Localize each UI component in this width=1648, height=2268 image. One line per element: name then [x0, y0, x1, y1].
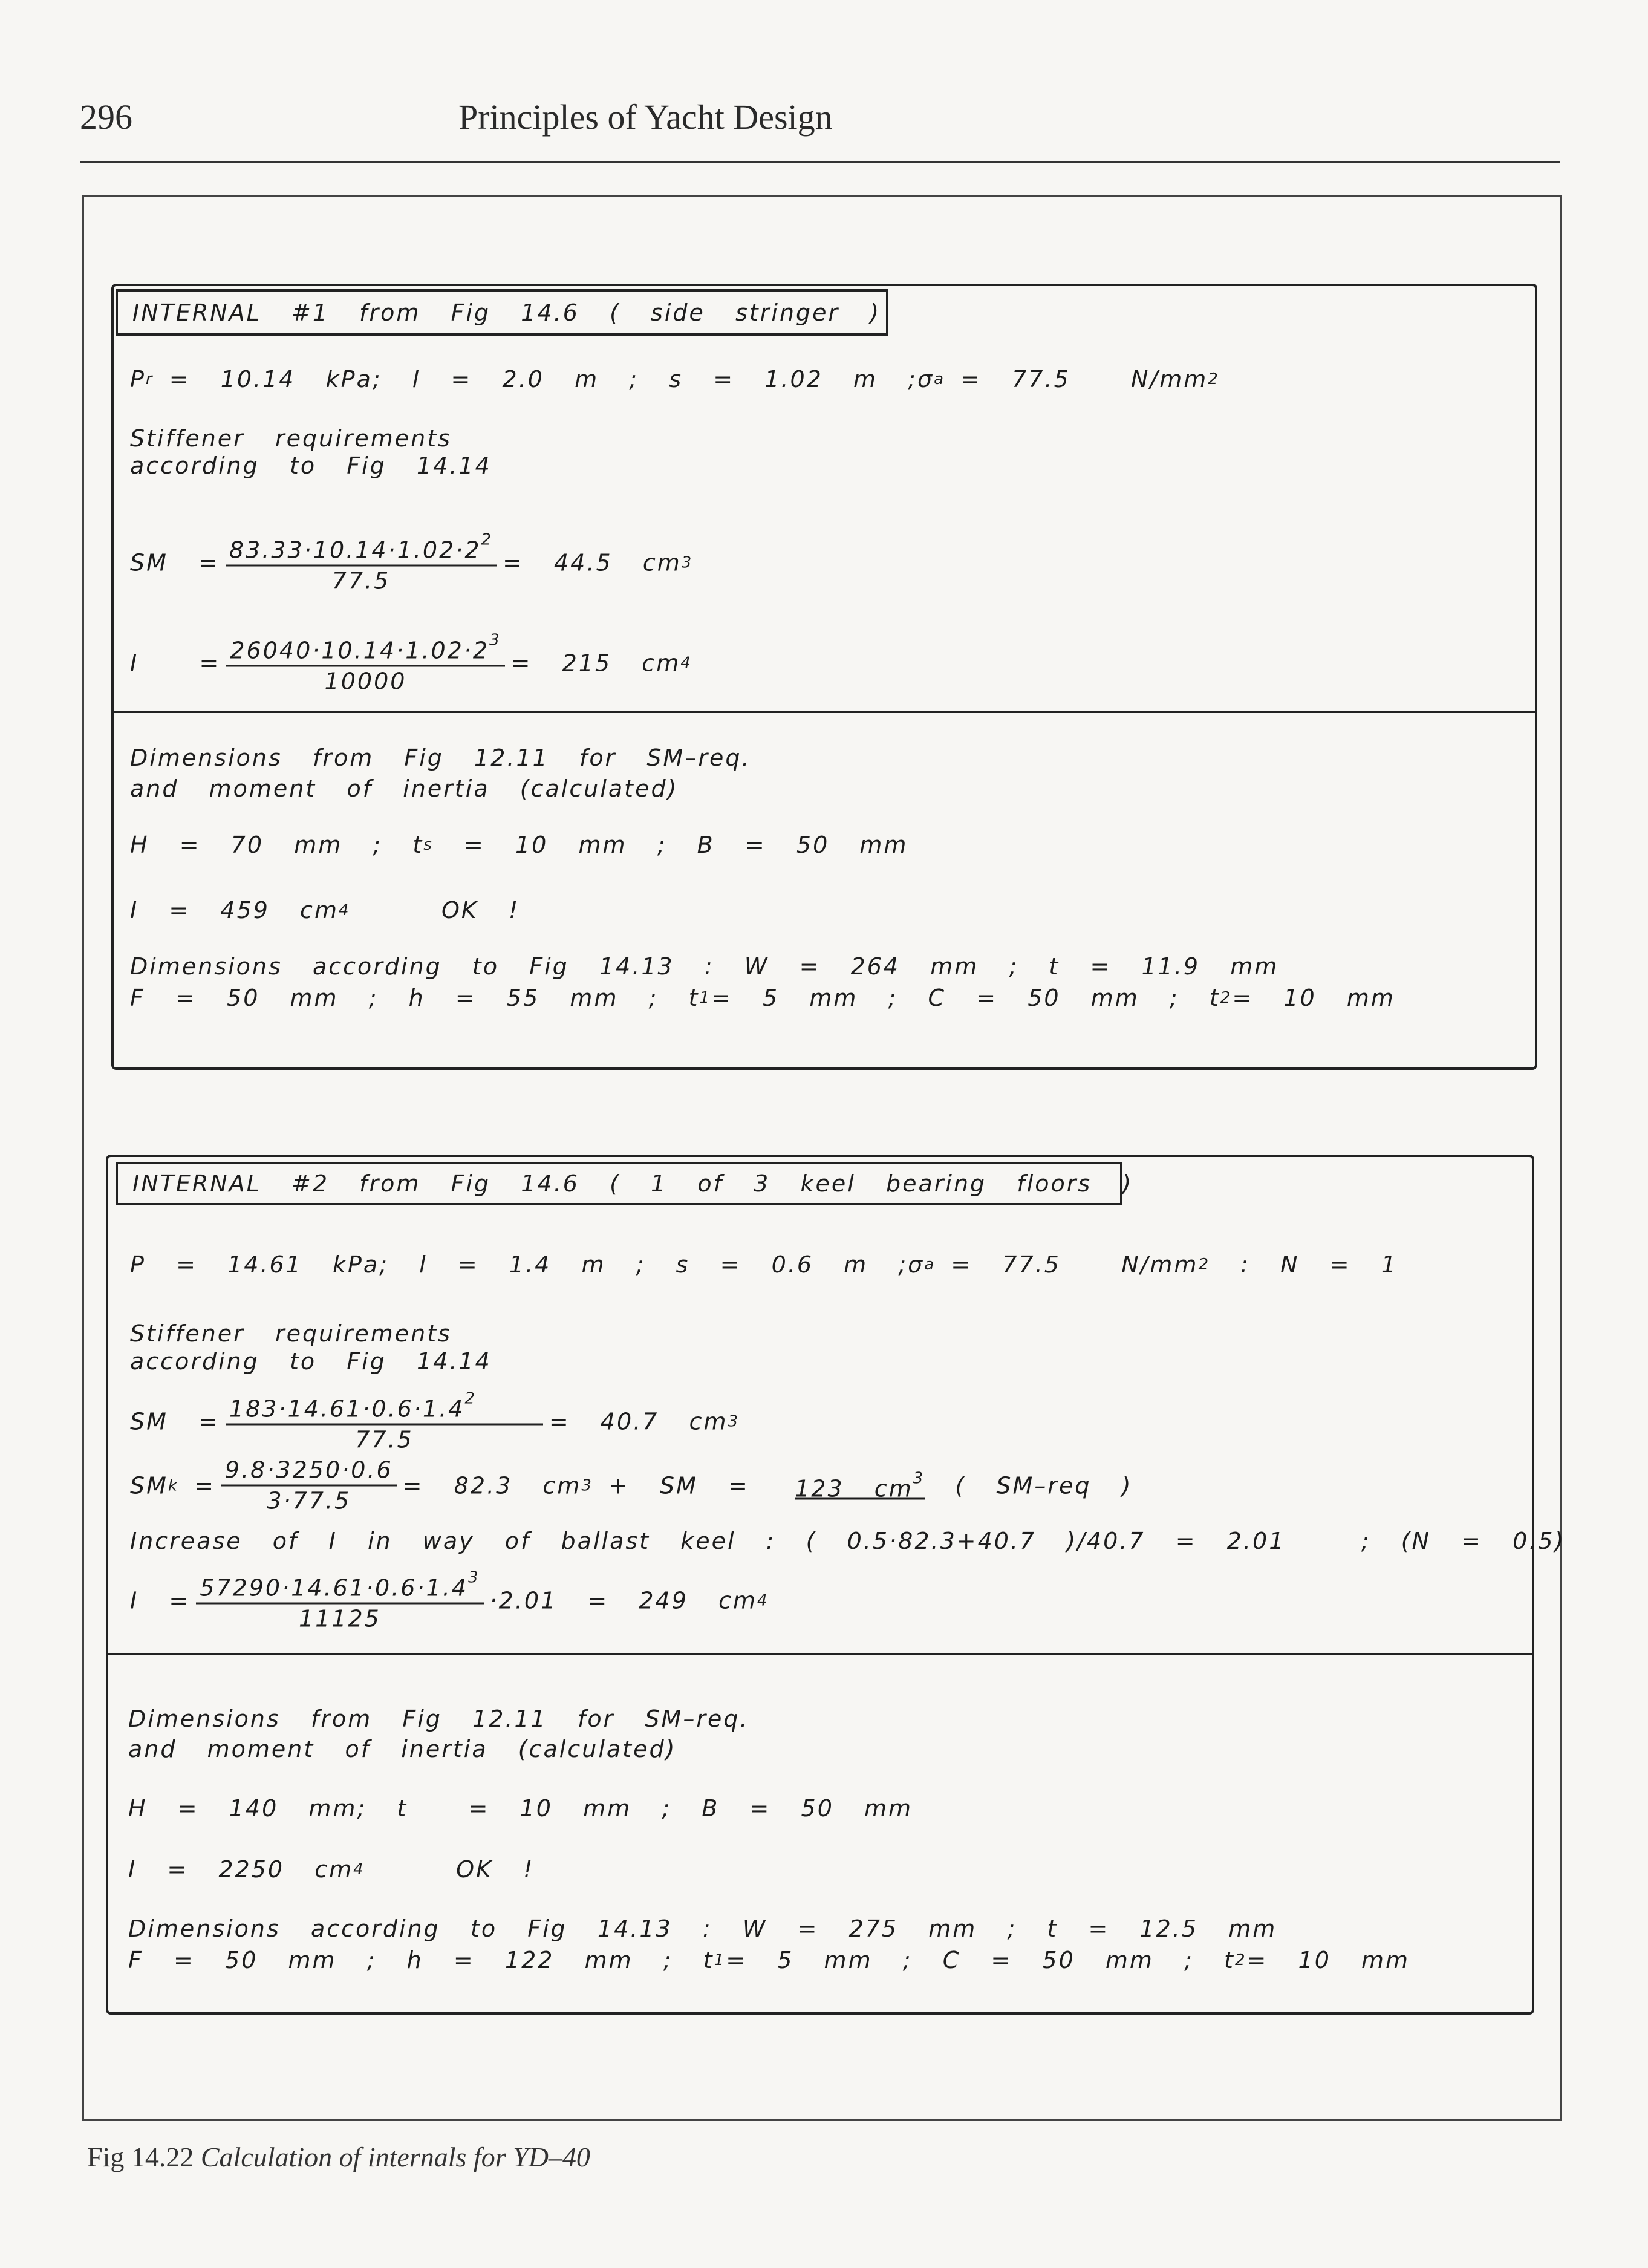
sm-result-sup: 3 — [728, 1412, 740, 1430]
page-number: 296 — [80, 97, 132, 137]
h-line-sub: s — [423, 836, 434, 854]
load-text3: : N = 1 — [1210, 1251, 1398, 1278]
internal1-dims-line1: Dimensions from Fig 12.11 for SM–req. — [130, 745, 751, 771]
smk-numerator: 9.8·3250·0.6 — [221, 1457, 397, 1487]
sm-label: SM = — [130, 1408, 220, 1435]
fig1413-sub2: 2 — [1220, 989, 1233, 1007]
sm-num-sup: 2 — [464, 1389, 477, 1408]
inertia-numerator: 26040·10.14·1.02·2 — [230, 637, 490, 664]
inertia-result-sup: 4 — [680, 654, 692, 672]
sigma-sub: a — [924, 1256, 936, 1274]
internal1-divider — [111, 711, 1535, 713]
internal2-increase-line: Increase of I in way of ballast keel : ( 0.5·82.3+40.7 )/40.7 = 2.01 ; (N = 0.5) — [130, 1528, 1566, 1554]
fig1413-c: = 10 mm — [1246, 1947, 1410, 1973]
fig1413-a: F = 50 mm ; h = 55 mm ; t — [130, 985, 700, 1011]
load-text: P = 14.61 kPa; l = 1.4 m ; s = 0.6 m ; — [130, 1251, 908, 1278]
i-line-a: I = 459 cm — [130, 897, 339, 924]
internal2-stiffener-line2: according to Fig 14.14 — [130, 1348, 492, 1375]
internal1-fig1413-line2 — [130, 985, 1395, 1011]
smk-fraction — [221, 1457, 397, 1514]
sm-fraction — [226, 531, 497, 595]
sm-denominator: 77.5 — [355, 1426, 414, 1453]
i-line-sup: 4 — [338, 901, 351, 919]
sm-label: SM = — [130, 549, 220, 576]
inertia-fraction — [226, 631, 504, 695]
i-line-a: I = 2250 cm — [128, 1856, 354, 1883]
internal1-h-line — [130, 832, 908, 858]
inertia-numerator: 57290·14.61·0.6·1.4 — [200, 1574, 468, 1602]
internal1-inertia-equation — [130, 631, 692, 695]
smk-eq: = — [178, 1472, 215, 1499]
internal2-inertia-equation — [130, 1569, 769, 1632]
smk-result-sup: 3 — [581, 1476, 593, 1494]
internal2-h-line: H = 140 mm; t = 10 mm ; B = 50 mm — [128, 1795, 913, 1822]
fig1413-a: F = 50 mm ; h = 122 mm ; t — [128, 1947, 714, 1973]
figure-caption — [87, 2141, 590, 2173]
internal1-stiffener-line1: Stiffener requirements — [130, 425, 452, 452]
internal1-load-line — [130, 366, 1220, 393]
sm-fraction — [226, 1390, 543, 1453]
internal1-dims-line2: and moment of inertia (calculated) — [130, 775, 679, 802]
i-line-ok: OK ! — [365, 1856, 535, 1883]
load-text2: = 77.5 N/mm — [945, 366, 1208, 393]
book-title: Principles of Yacht Design — [458, 97, 833, 137]
internal1-fig1413-line1: Dimensions according to Fig 14.13 : W = 264 mm ; t = 11.9 mm — [130, 953, 1279, 980]
i-line-sup: 4 — [353, 1860, 365, 1879]
h-line-a: H = 70 mm ; t — [130, 832, 424, 858]
header-rule — [80, 161, 1560, 163]
fig1413-sub1: 1 — [714, 1951, 726, 1969]
fig1413-sub2: 2 — [1234, 1951, 1247, 1969]
inertia-num-sup: 3 — [468, 1568, 480, 1587]
internal2-stiffener-line1: Stiffener requirements — [130, 1320, 452, 1347]
internal1-i-line — [130, 897, 519, 924]
sm-num-sup: 2 — [481, 530, 493, 549]
internal1-sm-equation — [130, 531, 693, 595]
smk-denominator: 3·77.5 — [267, 1487, 351, 1514]
smk-result: = 82.3 cm — [402, 1472, 582, 1499]
internal2-smk-equation — [130, 1457, 1132, 1514]
internal2-dims-line1: Dimensions from Fig 12.11 for SM–req. — [128, 1706, 749, 1732]
smk-total-sup: 3 — [913, 1469, 925, 1487]
internal2-divider — [106, 1653, 1532, 1655]
internal2-fig1413-line2 — [128, 1947, 1410, 1973]
caption-label: Fig 14.22 — [87, 2142, 194, 2172]
inertia-result: ·2.01 = 249 cm — [489, 1587, 757, 1614]
inertia-result-sup: 4 — [757, 1591, 769, 1609]
load-sup: 2 — [1198, 1256, 1210, 1274]
sm-numerator: 183·14.61·0.6·1.4 — [229, 1395, 465, 1422]
internal1-stiffener-line2: according to Fig 14.14 — [130, 452, 492, 479]
internal1-title: INTERNAL #1 from Fig 14.6 ( side stringer ) — [116, 289, 888, 336]
load-sup: 2 — [1208, 370, 1220, 388]
sigma: σ — [908, 1251, 925, 1278]
load-text: = 10.14 kPa; l = 2.0 m ; s = 1.02 m ; — [154, 366, 917, 393]
i-line-ok: OK ! — [350, 897, 520, 924]
sm-result-sup: 3 — [681, 553, 694, 572]
fig1413-c: = 10 mm — [1232, 985, 1395, 1011]
smk-plus: + SM = — [593, 1472, 795, 1499]
inertia-label: I = — [130, 650, 221, 676]
fig1413-b: = 5 mm ; C = 50 mm ; t — [726, 1947, 1235, 1973]
smk-total — [795, 1469, 925, 1502]
sigma-sub: a — [934, 370, 945, 388]
internal2-load-line — [130, 1251, 1398, 1278]
sm-numerator: 83.33·10.14·1.02·2 — [229, 536, 481, 564]
sm-denominator: 77.5 — [331, 567, 391, 595]
internal2-title: INTERNAL #2 from Fig 14.6 ( 1 of 3 keel bearing floors ) — [116, 1162, 1122, 1205]
inertia-num-sup: 3 — [489, 631, 501, 650]
inertia-denominator: 10000 — [324, 668, 407, 695]
caption-text: Calculation of internals for YD–40 — [200, 2142, 590, 2172]
h-line-b: = 10 mm ; B = 50 mm — [433, 832, 908, 858]
sm-result: = 44.5 cm — [503, 549, 682, 576]
sigma: σ — [917, 366, 934, 393]
inertia-fraction — [196, 1569, 483, 1632]
smk-note: ( SM–req ) — [925, 1472, 1133, 1499]
internal2-i-line — [128, 1856, 534, 1883]
smk-label-sub: k — [168, 1476, 179, 1494]
fig1413-sub1: 1 — [699, 989, 712, 1007]
smk-label: SM — [130, 1472, 168, 1499]
inertia-label: I = — [130, 1587, 191, 1614]
internal2-dims-line2: and moment of inertia (calculated) — [128, 1736, 677, 1762]
internal2-sm-equation — [130, 1390, 740, 1453]
inertia-denominator: 11125 — [298, 1605, 381, 1632]
sm-result: = 40.7 cm — [549, 1408, 728, 1435]
inertia-result: = 215 cm — [510, 650, 681, 676]
load-text2: = 77.5 N/mm — [936, 1251, 1199, 1278]
fig1413-b: = 5 mm ; C = 50 mm ; t — [711, 985, 1220, 1011]
p: P — [130, 366, 146, 393]
smk-total-value: 123 cm — [795, 1475, 913, 1502]
internal2-fig1413-line1: Dimensions according to Fig 14.13 : W = 275 mm ; t = 12.5 mm — [128, 1915, 1277, 1942]
p-sub: r — [145, 370, 154, 388]
